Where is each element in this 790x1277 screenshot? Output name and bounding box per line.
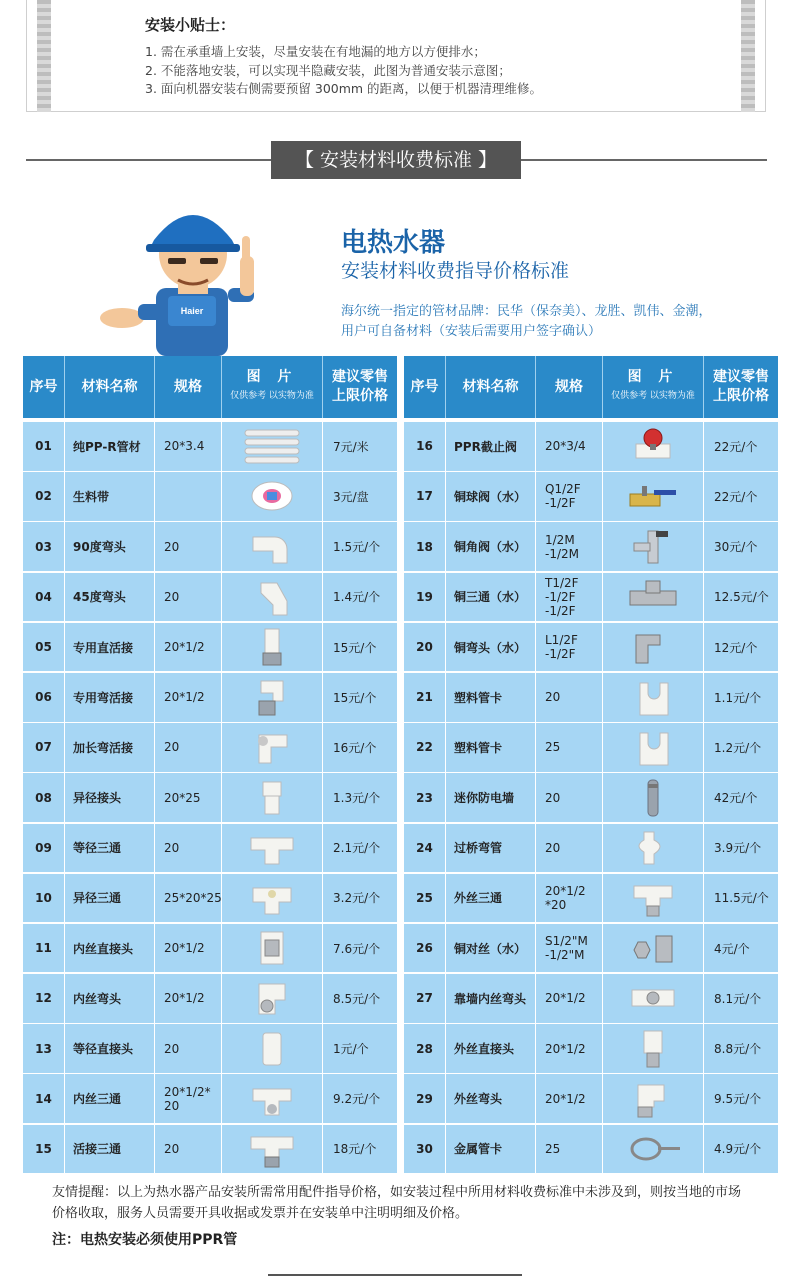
table-row: [23, 974, 397, 1023]
table-row: [404, 1024, 778, 1073]
material-picture: [603, 824, 704, 873]
table-row: [23, 1125, 397, 1174]
table-rows: [23, 422, 397, 1173]
material-name: 铜球阀（水）: [446, 472, 536, 521]
material-picture: [603, 1074, 704, 1123]
material-name: 等径直接头: [65, 1024, 155, 1073]
material-spec: 20: [155, 824, 222, 873]
material-picture: [603, 623, 704, 672]
material-name: 45度弯头: [65, 573, 155, 622]
wall-elbow-icon: [624, 978, 682, 1018]
material-picture: [222, 1074, 323, 1123]
material-spec: 20: [155, 723, 222, 772]
material-picture: [222, 522, 323, 571]
row-number: 12: [23, 974, 65, 1023]
material-picture: [603, 522, 704, 571]
material-spec: 20*1/2: [155, 623, 222, 672]
material-spec: 20*1/2* 20: [155, 1074, 222, 1123]
row-number: 06: [23, 673, 65, 722]
row-number: 03: [23, 522, 65, 571]
price-cap: 22元/个: [714, 439, 758, 454]
male-elbow-icon: [624, 1079, 682, 1119]
table-row: [404, 874, 778, 923]
col-header-price-line1: 建议零售: [713, 369, 769, 385]
female-coupling-icon: [243, 928, 301, 968]
col-header-pic-title: 图 片: [627, 369, 679, 385]
material-name: 铜角阀（水）: [446, 522, 536, 571]
material-picture: [222, 773, 323, 822]
material-picture: [603, 472, 704, 521]
material-picture: [222, 1024, 323, 1073]
material-spec: 25: [536, 723, 603, 772]
material-name: 内丝直接头: [65, 924, 155, 973]
table-row: [23, 773, 397, 822]
material-spec: 20*3.4: [155, 422, 222, 471]
mascot-installer-illustration: [98, 196, 280, 356]
female-tee-icon: [243, 1079, 301, 1119]
hex-nipple-icon: [624, 928, 682, 968]
table-row: [404, 573, 778, 622]
table-row: [23, 874, 397, 923]
material-picture: [603, 422, 704, 471]
pipe-clip-icon: [624, 727, 682, 767]
material-picture: [222, 924, 323, 973]
table-row: [404, 773, 778, 822]
material-spec: 20: [536, 773, 603, 822]
material-name: 90度弯头: [65, 522, 155, 571]
mini-barrier-icon: [624, 778, 682, 818]
row-number: 25: [404, 874, 446, 923]
male-tee-icon: [624, 878, 682, 918]
row-number: 02: [23, 472, 65, 521]
price-cap: 9.5元/个: [714, 1092, 762, 1107]
price-table-right: [404, 356, 778, 1173]
table-row: [404, 824, 778, 873]
union-tee-icon: [243, 1129, 301, 1169]
row-number: 26: [404, 924, 446, 973]
section-rule-right: [521, 159, 767, 161]
material-spec: 25: [536, 1125, 603, 1174]
col-header-pic: [603, 356, 704, 418]
col-header-price-line1: 建议零售: [332, 369, 388, 385]
price-cap: 4元/个: [714, 941, 750, 956]
col-header-price-line2: 上限价格: [713, 388, 769, 404]
price-table-left: [23, 356, 397, 1173]
section-title: 【 安装材料收费标准 】: [271, 141, 521, 179]
male-coupling-icon: [624, 1029, 682, 1069]
material-name: 铜三通（水）: [446, 573, 536, 622]
row-number: 08: [23, 773, 65, 822]
mascot-hard-hat: [150, 215, 236, 248]
row-number: 13: [23, 1024, 65, 1073]
material-name: 内丝三通: [65, 1074, 155, 1123]
row-number: 07: [23, 723, 65, 772]
material-name: 迷你防电墙: [446, 773, 536, 822]
friendly-reminder: 友情提醒：以上为热水器产品安装所需常用配件指导价格，如安装过程中所用材料收费标准中未涉及到，则按当地的市场价格收取，服务人员需要开具收据或发票并在安装单中注明明细及价格。: [52, 1185, 742, 1221]
row-number: 20: [404, 623, 446, 672]
row-number: 28: [404, 1024, 446, 1073]
table-row: [404, 723, 778, 772]
material-name: 生料带: [65, 472, 155, 521]
row-number: 29: [404, 1074, 446, 1123]
material-picture: [603, 1024, 704, 1073]
material-spec: 20*1/2: [155, 673, 222, 722]
table-row: [23, 1024, 397, 1073]
table-row: [404, 472, 778, 521]
price-cap: 22元/个: [714, 489, 758, 504]
col-header-pic: [222, 356, 323, 418]
material-spec: 20*1/2: [155, 974, 222, 1023]
brand-note-line-2: 用户可自备材料（安装后需要用户签字确认）: [341, 324, 602, 339]
stop-valve-icon: [624, 426, 682, 466]
price-cap: 12元/个: [714, 640, 758, 655]
price-cap: 8.1元/个: [714, 991, 762, 1006]
table-row: [404, 1074, 778, 1123]
material-spec: 20*1/2: [155, 924, 222, 973]
elbow-45-icon: [243, 577, 301, 617]
material-name: 加长弯活接: [65, 723, 155, 772]
tips-title: 安装小贴士：: [145, 16, 236, 34]
tape-icon: [243, 476, 301, 516]
brand-note-line-1: 海尔统一指定的管材品牌：民华（保奈美）、龙胜、凯伟、金潮，: [341, 304, 712, 319]
coupling-icon: [243, 1029, 301, 1069]
price-cap: 15元/个: [333, 690, 377, 705]
pipe-icon: [243, 426, 301, 466]
row-number: 10: [23, 874, 65, 923]
elbow-90-icon: [243, 527, 301, 567]
table-row: [404, 422, 778, 471]
material-spec: 20*1/2: [536, 1074, 603, 1123]
price-cap: 12.5元/个: [714, 590, 769, 605]
angle-valve-icon: [624, 527, 682, 567]
material-name: 塑料管卡: [446, 673, 536, 722]
table-header: [23, 356, 397, 418]
price-cap: 16元/个: [333, 740, 377, 755]
tips-line-2: 2. 不能落地安装，可以实现半隐藏安装，此图为普通安装示意图；: [145, 63, 511, 78]
mascot-pointing-finger: [242, 236, 250, 264]
material-picture: [603, 974, 704, 1023]
material-spec: T1/2F -1/2F -1/2F: [536, 573, 603, 622]
material-spec: 20*1/2: [536, 1024, 603, 1073]
material-name: PPR截止阀: [446, 422, 536, 471]
material-spec: 1/2M -1/2M: [536, 522, 603, 571]
price-cap: 1元/个: [333, 1042, 369, 1057]
material-spec: 20: [155, 1024, 222, 1073]
mascot-badge: Haier: [180, 306, 204, 316]
table-header: [404, 356, 778, 418]
material-picture: [222, 422, 323, 471]
material-name: 外丝三通: [446, 874, 536, 923]
row-number: 24: [404, 824, 446, 873]
table-row: [404, 974, 778, 1023]
copper-elbow-icon: [624, 627, 682, 667]
row-number: 17: [404, 472, 446, 521]
material-picture: [603, 924, 704, 973]
table-row: [23, 573, 397, 622]
row-number: 16: [404, 422, 446, 471]
col-header-name: 材料名称: [446, 356, 536, 418]
tips-line-3: 3. 面向机器安装右侧需要预留 300mm 的距离，以便于机器清理维修。: [145, 81, 543, 96]
material-name: 铜对丝（水）: [446, 924, 536, 973]
price-cap: 3.9元/个: [714, 841, 762, 856]
col-header-price: [704, 356, 778, 418]
material-spec: 20*25: [155, 773, 222, 822]
price-cap: 30元/个: [714, 540, 758, 555]
material-name: 金属管卡: [446, 1125, 536, 1174]
price-cap: 18元/个: [333, 1142, 377, 1157]
price-cap: 8.8元/个: [714, 1042, 762, 1057]
table-row: [404, 924, 778, 973]
crossover-bend-icon: [624, 828, 682, 868]
row-number: 01: [23, 422, 65, 471]
col-header-pic-sub: 仅供参考 以实物为准: [611, 391, 695, 401]
female-elbow-icon: [243, 978, 301, 1018]
material-picture: [222, 874, 323, 923]
col-header-pic-sub: 仅供参考 以实物为准: [230, 391, 314, 401]
material-name: 纯PP-R管材: [65, 422, 155, 471]
material-spec: 20: [536, 673, 603, 722]
section-rule-left: [26, 159, 271, 161]
material-name: 过桥弯管: [446, 824, 536, 873]
price-cap: 1.2元/个: [714, 740, 762, 755]
col-header-spec: 规格: [536, 356, 603, 418]
long-elbow-union-icon: [243, 727, 301, 767]
material-name: 专用直活接: [65, 623, 155, 672]
material-name: 外丝弯头: [446, 1074, 536, 1123]
row-number: 30: [404, 1125, 446, 1174]
col-header-spec: 规格: [155, 356, 222, 418]
metal-clamp-icon: [624, 1129, 682, 1169]
material-picture: [603, 573, 704, 622]
material-name: 内丝弯头: [65, 974, 155, 1023]
table-rows: [404, 422, 778, 1173]
material-spec: [155, 472, 222, 521]
material-spec: S1/2"M -1/2"M: [536, 924, 603, 973]
material-picture: [222, 974, 323, 1023]
material-picture: [222, 472, 323, 521]
reducer-icon: [243, 778, 301, 818]
material-spec: Q1/2F -1/2F: [536, 472, 603, 521]
row-number: 27: [404, 974, 446, 1023]
material-picture: [603, 1125, 704, 1174]
table-row: [404, 1125, 778, 1174]
col-header-no: 序号: [23, 356, 65, 418]
table-row: [23, 924, 397, 973]
row-number: 11: [23, 924, 65, 973]
material-picture: [222, 824, 323, 873]
table-row: [23, 623, 397, 672]
material-spec: 25*20*25: [155, 874, 222, 923]
price-cap: 42元/个: [714, 791, 758, 806]
row-number: 23: [404, 773, 446, 822]
tips-line-1: 1. 需在承重墙上安装，尽量安装在有地漏的地方以方便排水；: [145, 44, 486, 59]
price-cap: 1.5元/个: [333, 540, 381, 555]
price-guide-subtitle: 安装材料收费指导价格标准: [341, 260, 570, 282]
table-row: [23, 824, 397, 873]
material-spec: 20: [155, 1125, 222, 1174]
mascot-eye-right: [200, 258, 218, 264]
price-cap: 3.2元/个: [333, 891, 381, 906]
material-picture: [603, 723, 704, 772]
material-picture: [222, 573, 323, 622]
material-spec: L1/2F -1/2F: [536, 623, 603, 672]
col-header-pic-title: 图 片: [246, 369, 298, 385]
material-spec: 20: [155, 573, 222, 622]
price-cap: 1.1元/个: [714, 690, 762, 705]
table-row: [404, 623, 778, 672]
material-spec: 20*1/2: [536, 974, 603, 1023]
col-header-name: 材料名称: [65, 356, 155, 418]
table-row: [23, 472, 397, 521]
price-cap: 9.2元/个: [333, 1092, 381, 1107]
row-number: 09: [23, 824, 65, 873]
row-number: 04: [23, 573, 65, 622]
material-picture: [603, 673, 704, 722]
material-spec: 20: [155, 522, 222, 571]
bottom-divider: [268, 1274, 522, 1276]
mascot-eye-left: [168, 258, 186, 264]
col-header-price-line2: 上限价格: [332, 388, 388, 404]
material-name: 活接三通: [65, 1125, 155, 1174]
price-cap: 4.9元/个: [714, 1142, 762, 1157]
material-spec: 20*3/4: [536, 422, 603, 471]
table-row: [23, 673, 397, 722]
price-guide-title: 电热水器: [341, 228, 446, 258]
mascot-open-hand: [100, 308, 144, 328]
material-name: 铜弯头（水）: [446, 623, 536, 672]
material-name: 异径接头: [65, 773, 155, 822]
tips-border-band-right: [741, 0, 755, 112]
row-number: 19: [404, 573, 446, 622]
row-number: 14: [23, 1074, 65, 1123]
tips-border-band-left: [37, 0, 51, 112]
material-picture: [222, 1125, 323, 1174]
pipe-clip-icon: [624, 677, 682, 717]
material-name: 等径三通: [65, 824, 155, 873]
price-cap: 3元/盘: [333, 489, 369, 504]
material-name: 异径三通: [65, 874, 155, 923]
table-row: [23, 723, 397, 772]
price-cap: 1.3元/个: [333, 791, 381, 806]
table-row: [23, 422, 397, 471]
material-name: 外丝直接头: [446, 1024, 536, 1073]
material-picture: [222, 723, 323, 772]
row-number: 18: [404, 522, 446, 571]
material-picture: [603, 874, 704, 923]
col-header-no: 序号: [404, 356, 446, 418]
ppr-requirement-note: 注：电热安装必须使用PPR管: [52, 1232, 238, 1248]
table-row: [404, 522, 778, 571]
col-header-price: [323, 356, 397, 418]
elbow-union-icon: [243, 677, 301, 717]
material-name: 塑料管卡: [446, 723, 536, 772]
straight-union-icon: [243, 627, 301, 667]
price-cap: 15元/个: [333, 640, 377, 655]
price-cap: 2.1元/个: [333, 841, 381, 856]
material-name: 靠墙内丝弯头: [446, 974, 536, 1023]
material-spec: 20*1/2 *20: [536, 874, 603, 923]
price-cap: 1.4元/个: [333, 590, 381, 605]
tee-icon: [243, 828, 301, 868]
material-picture: [603, 773, 704, 822]
row-number: 05: [23, 623, 65, 672]
row-number: 21: [404, 673, 446, 722]
price-cap: 8.5元/个: [333, 991, 381, 1006]
material-name: 专用弯活接: [65, 673, 155, 722]
install-tips-box: [26, 0, 766, 112]
material-picture: [222, 673, 323, 722]
row-number: 22: [404, 723, 446, 772]
material-spec: 20: [536, 824, 603, 873]
material-picture: [222, 623, 323, 672]
row-number: 15: [23, 1125, 65, 1174]
mascot-hat-brim: [146, 244, 240, 252]
ball-valve-icon: [624, 476, 682, 516]
reducing-tee-icon: [243, 878, 301, 918]
price-cap: 7元/米: [333, 439, 369, 454]
table-row: [23, 1074, 397, 1123]
table-row: [404, 673, 778, 722]
price-cap: 7.6元/个: [333, 941, 381, 956]
copper-tee-icon: [624, 577, 682, 617]
table-row: [23, 522, 397, 571]
price-cap: 11.5元/个: [714, 891, 769, 906]
